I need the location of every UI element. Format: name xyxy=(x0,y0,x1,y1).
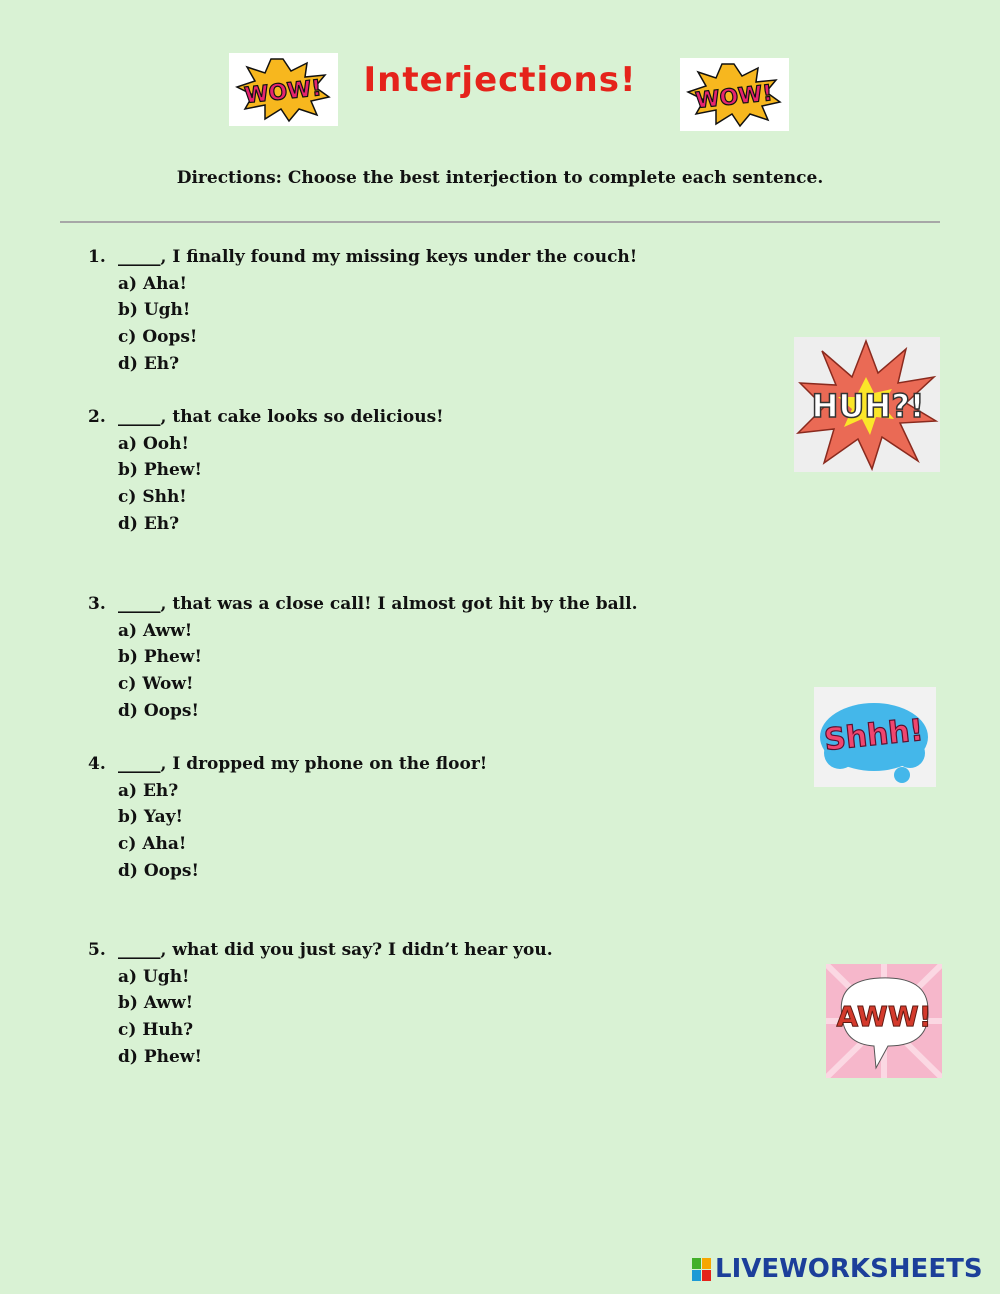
question-3 xyxy=(88,591,638,725)
question-text: _____, I finally found my missing keys under the couch! xyxy=(118,247,638,267)
wow-text: WOW! xyxy=(243,76,323,109)
option-d[interactable]: d) Eh? xyxy=(118,513,180,534)
wow-text: WOW! xyxy=(694,81,774,114)
option-c[interactable]: c) Oops! xyxy=(118,327,198,348)
question-2 xyxy=(88,404,444,538)
question-text: _____, that cake looks so delicious! xyxy=(118,407,444,427)
question-1 xyxy=(88,244,637,378)
brand-name: LIVEWORKSHEETS xyxy=(715,1254,983,1284)
divider xyxy=(60,221,940,223)
question-4 xyxy=(88,751,487,885)
huh-sticker xyxy=(794,337,940,472)
option-b[interactable]: b) Phew! xyxy=(118,647,202,668)
option-c[interactable]: c) Aha! xyxy=(118,834,187,855)
question-number: 5. xyxy=(88,940,106,960)
option-d[interactable]: d) Oops! xyxy=(118,700,199,721)
option-b[interactable]: b) Yay! xyxy=(118,807,184,828)
brand-mark-icon xyxy=(692,1258,711,1281)
question-text: _____, I dropped my phone on the floor! xyxy=(118,754,488,774)
wow-sticker-right xyxy=(680,58,789,131)
huh-text: HUH?! xyxy=(811,387,925,425)
option-b[interactable]: b) Ugh! xyxy=(118,300,191,321)
option-d[interactable]: d) Eh? xyxy=(118,353,180,374)
directions: Directions: Choose the best interjection to complete each sentence. xyxy=(176,168,824,188)
option-b[interactable]: b) Phew! xyxy=(118,460,202,481)
option-c[interactable]: c) Wow! xyxy=(118,674,194,695)
aww-sticker xyxy=(826,964,942,1078)
option-a[interactable]: a) Ugh! xyxy=(118,966,190,987)
option-a[interactable]: a) Eh? xyxy=(118,780,179,801)
option-c[interactable]: c) Huh? xyxy=(118,1020,194,1041)
option-a[interactable]: a) Aha! xyxy=(118,273,188,294)
question-text: _____, that was a close call! I almost got hit by the ball. xyxy=(118,594,638,614)
question-number: 3. xyxy=(88,594,106,614)
liveworksheets-logo[interactable] xyxy=(692,1254,983,1284)
question-number: 1. xyxy=(88,247,106,267)
shhh-sticker xyxy=(814,687,936,787)
option-a[interactable]: a) Aww! xyxy=(118,620,193,641)
aww-text: AWW! xyxy=(836,1000,932,1033)
option-c[interactable]: c) Shh! xyxy=(118,487,187,508)
question-number: 2. xyxy=(88,407,106,427)
option-d[interactable]: d) Phew! xyxy=(118,1046,202,1067)
page-title: Interjections! xyxy=(363,60,637,100)
question-number: 4. xyxy=(88,754,106,774)
question-5 xyxy=(88,937,553,1071)
shhh-text: Shhh! xyxy=(822,712,926,759)
option-d[interactable]: d) Oops! xyxy=(118,860,199,881)
question-text: _____, what did you just say? I didn’t hear you. xyxy=(118,940,553,960)
option-b[interactable]: b) Aww! xyxy=(118,993,194,1014)
option-a[interactable]: a) Ooh! xyxy=(118,433,189,454)
